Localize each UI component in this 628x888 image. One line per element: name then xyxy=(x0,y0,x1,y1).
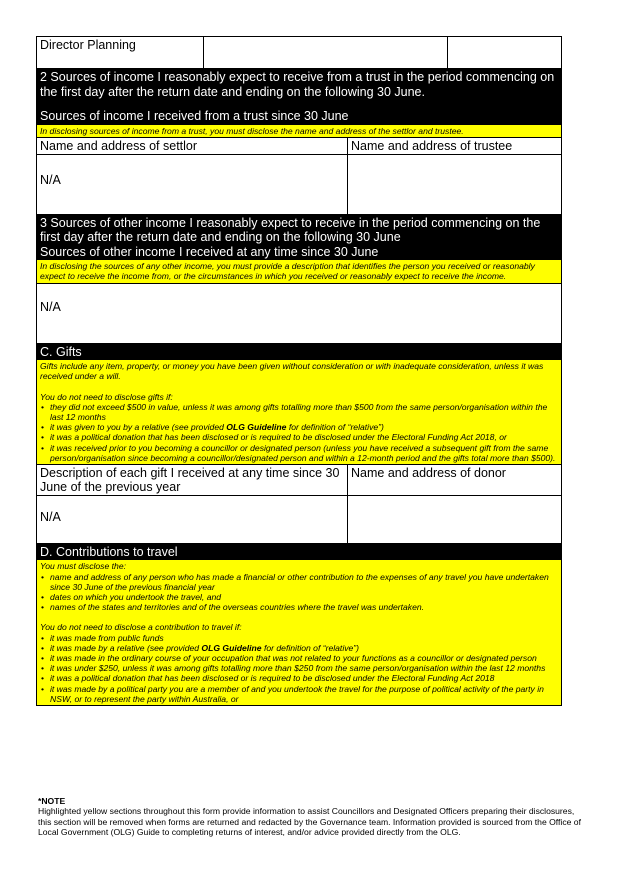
section3-values xyxy=(36,284,562,344)
list-item: • name and address of any person who has made a financial or other contribution to the expenses of any travel you have undertaken since 30 June of the previous financial year xyxy=(50,572,558,592)
olg-guideline-emphasis: OLG Guideline xyxy=(226,422,287,433)
list-item: • it was made in the ordinary course of your occupation that was not related to your functions as a councillor or designated person xyxy=(50,653,558,663)
list-item: • they did not exceed $500 in value, unless it was among gifts totalling more than $500 from the same person/organisation within the last 12 months xyxy=(50,402,558,422)
list-item: • it was made by a relative (see provided OLG Guideline for definition of “relative”) xyxy=(50,643,558,653)
section2-header xyxy=(36,69,562,125)
section3-header-line: first day after the return date and ending on the following 30 June xyxy=(40,230,401,245)
donor-value xyxy=(347,496,561,543)
footnote-title: *NOTE xyxy=(38,796,66,806)
section2-header-line: the first day after the return date and ending on the following 30 June. xyxy=(40,84,425,99)
section2-column-headers xyxy=(36,138,562,155)
olg-guideline-emphasis: OLG Guideline xyxy=(201,642,262,653)
trustee-value xyxy=(347,155,561,214)
gift-description-value xyxy=(37,496,347,543)
section2-note: In disclosing sources of income from a trust, you must disclose the name and address of the settlor and trustee. xyxy=(36,125,562,138)
gift-description-value-text: N/A xyxy=(40,509,61,524)
gifts-intro: Gifts include any item, property, or money you have been given without consideration or with inadequate consideration, unless it was received under a will. xyxy=(40,361,544,382)
list-item: • it was made from public funds xyxy=(50,633,558,643)
travel-note xyxy=(36,560,562,706)
section2-subheader: Sources of income I received from a trust since 30 June xyxy=(40,109,349,123)
list-item: • it was a political donation that has been disclosed or is required to be disclosed under the Electoral Funding Act 2018, or xyxy=(50,432,558,442)
list-item: • it was under $250, unless it was among gifts totalling more than $250 from the same person/organisation within the last 12 months xyxy=(50,663,558,673)
director-cell-2 xyxy=(203,37,447,68)
section2-values xyxy=(36,155,562,215)
list-item: • it was given to you by a relative (see provided OLG Guideline for definition of “relative”) xyxy=(50,422,558,432)
director-label: Director Planning xyxy=(40,38,136,52)
gifts-note xyxy=(36,360,562,465)
list-item: • it was received prior to you becoming a councillor or designated person (unless you have received a subsequent gift from the same person/organisation since becoming a councillor/designated person and within a 12-month period and the gifts total more than $500). xyxy=(50,443,558,463)
disclosure-form xyxy=(36,36,562,706)
section3-header-line: 3 Sources of other income I reasonably expect to receive in the period commencing on the xyxy=(40,215,541,230)
travel-must-intro: You must disclose the: xyxy=(40,561,126,572)
list-item: • names of the states and territories and of the overseas countries where the travel was undertaken. xyxy=(50,602,558,612)
director-row xyxy=(36,36,562,69)
travel-exempt-list xyxy=(40,633,558,704)
travel-must-list xyxy=(40,572,558,613)
list-item: • it was a political donation that has been disclosed or is required to be disclosed under the Electoral Funding Act 2018 xyxy=(50,673,558,683)
director-cell-3 xyxy=(447,37,561,68)
gifts-column-headers xyxy=(36,465,562,496)
other-income-value-text: N/A xyxy=(40,299,61,314)
gifts-exempt-intro: You do not need to disclose gifts if: xyxy=(40,391,173,402)
gifts-header: C. Gifts xyxy=(36,344,562,361)
settlor-value-text: N/A xyxy=(40,172,61,187)
travel-exempt-intro: You do not need to disclose a contribution to travel if: xyxy=(40,622,242,633)
footnote-text: Highlighted yellow sections throughout this form provide information to assist Councillors and Designated Officers preparing their disclosures, this section will be removed when forms are returned and redacted by the Governance team. Information provided is sourced from the Office of Local Government (OLG) Guide to completing returns of interest, and/or advice provided directly from the OLG. xyxy=(38,806,581,837)
settlor-header: Name and address of settlor xyxy=(40,138,198,153)
donor-header: Name and address of donor xyxy=(347,465,561,495)
settlor-value xyxy=(37,155,347,214)
list-item: • dates on which you undertook the travel, and xyxy=(50,592,558,602)
section3-header xyxy=(36,215,562,261)
gifts-values xyxy=(36,496,562,544)
list-item: • it was made by a political party you are a member of and you undertook the travel for the purpose of political activity of the party in NSW, or to represent the party within Australia, or xyxy=(50,684,558,704)
travel-header: D. Contributions to travel xyxy=(36,544,562,561)
gift-description-header: Description of each gift I received at any time since 30 June of the previous year xyxy=(40,465,340,494)
gifts-exempt-list xyxy=(40,402,558,463)
section2-header-line: 2 Sources of income I reasonably expect to receive from a trust in the period commencing on xyxy=(40,70,555,84)
section3-header-line: Sources of other income I received at any time since 30 June xyxy=(40,244,379,259)
footnote xyxy=(38,796,586,837)
section3-note: In disclosing the sources of any other income, you must provide a description that identifies the person you received or reasonably expect to receive the income from, or the circumstances in which you received or reasonably expect to receive the income. xyxy=(36,260,562,283)
other-income-value xyxy=(37,284,561,343)
trustee-header: Name and address of trustee xyxy=(347,138,561,154)
